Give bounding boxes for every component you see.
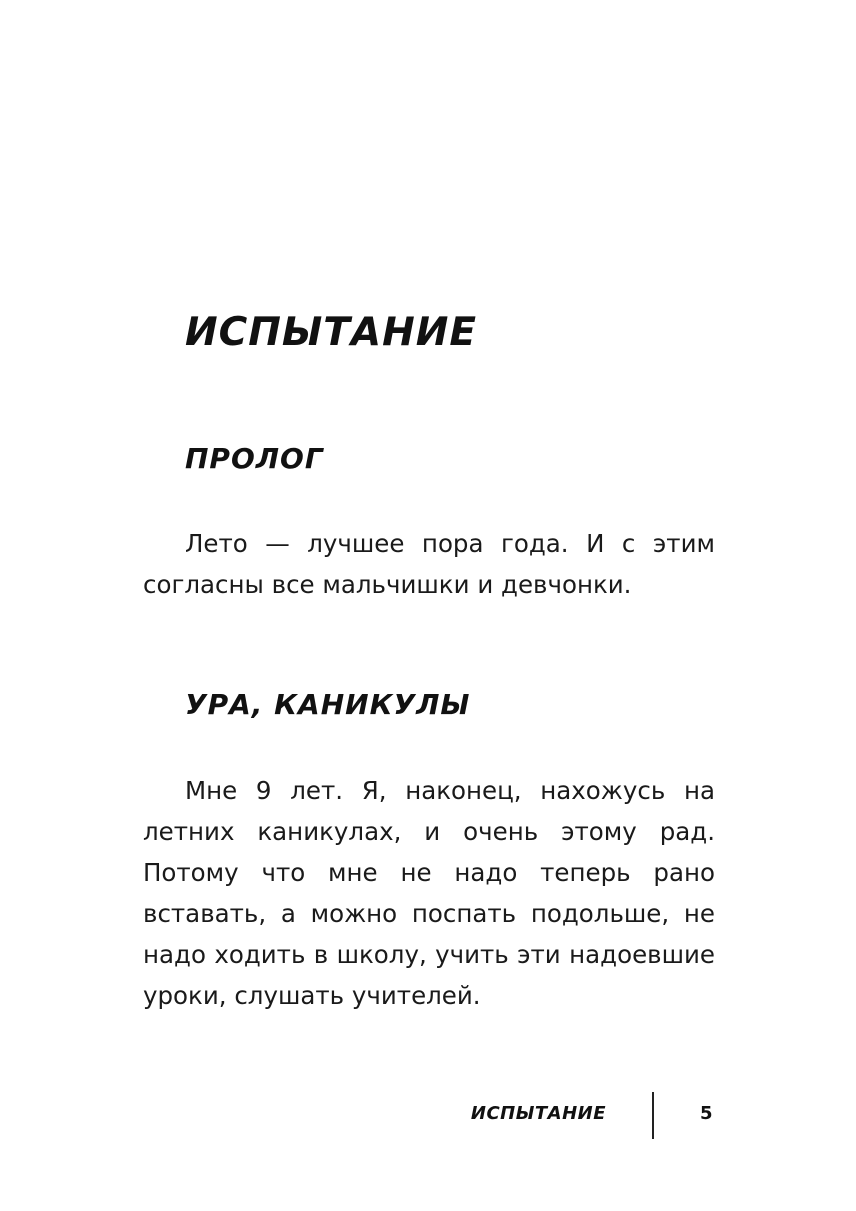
page-number: 5	[700, 1103, 713, 1124]
footer-divider	[652, 1092, 654, 1139]
paragraph-prologue: Лето — лучшее пора года. И с этим согласны все мальчишки и девчонки.	[143, 529, 715, 599]
paragraph-holidays: Мне 9 лет. Я, наконец, нахожусь на летних каникулах, и очень этому рад. Потому что мне не надо теперь рано вставать, а можно поспать подольше, не надо ходить в школу, учить эти надоевшие уроки, слушать учителей.	[143, 776, 715, 1010]
running-title: ИСПЫТАНИЕ	[470, 1103, 606, 1124]
chapter-title: ИСПЫТАНИЕ	[185, 310, 478, 355]
section-heading-holidays: УРА, КАНИКУЛЫ	[185, 688, 471, 721]
section-heading-prologue: ПРОЛОГ	[185, 442, 324, 475]
